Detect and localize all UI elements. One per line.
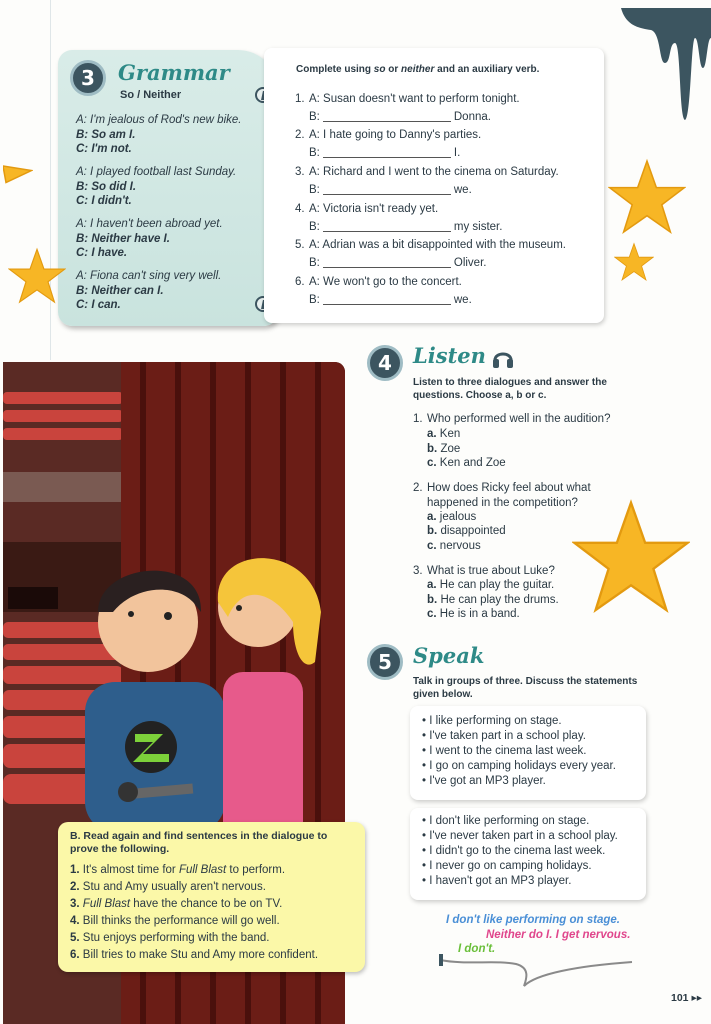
answer-blank[interactable] — [323, 183, 451, 195]
listen-question: 1. Who performed well in the audition? — [413, 413, 611, 425]
dialogue-line: I don't. — [458, 943, 496, 955]
page-number: 101 ▸▸ — [671, 992, 702, 1004]
read-again-item: 1. It's almost time for Full Blast to perform. — [70, 864, 286, 876]
answer-option[interactable]: b. He can play the drums. — [427, 594, 559, 606]
read-again-item: 4. Bill thinks the performance will go well. — [70, 915, 280, 927]
headphones-icon — [491, 346, 515, 370]
example-line-b: B: So am I. — [76, 128, 136, 141]
read-again-item: 5. Stu enjoys performing with the band. — [70, 932, 270, 944]
example-line-c: C: I can. — [76, 299, 121, 311]
example-line-a: A: I haven't been abroad yet. — [76, 218, 223, 230]
statement-item: • I don't like performing on stage. — [422, 815, 590, 827]
statement-item: • I didn't go to the cinema last week. — [422, 845, 606, 857]
statement-item: • I never go on camping holidays. — [422, 860, 592, 872]
listen-question: 3. What is true about Luke? — [413, 565, 555, 577]
grammar-example — [76, 217, 223, 261]
read-again-item: 2. Stu and Amy usually aren't nervous. — [70, 881, 266, 893]
example-line-a: A: I'm jealous of Rod's new bike. — [76, 114, 242, 126]
dialogue-line: I don't like performing on stage. — [446, 914, 620, 926]
dialogue-line: Neither do I. I get nervous. — [486, 929, 631, 941]
exercise-item: 2. A: I hate going to Danny's parties. B: I. — [295, 129, 482, 159]
paint-drip-decoration — [611, 8, 711, 128]
listen-instructions: Listen to three dialogues and answer the questions. Choose a, b or c. — [413, 377, 607, 401]
statement-item: • I like performing on stage. — [422, 715, 562, 727]
grammar-example — [76, 113, 241, 157]
grammar-title: Grammar — [118, 60, 230, 85]
statement-item: • I go on camping holidays every year. — [422, 760, 616, 772]
star-icon — [8, 247, 66, 305]
exercise-item: 5. A: Adrian was a bit disappointed with the museum. B: Oliver. — [295, 239, 566, 269]
statement-item: • I haven't got an MP3 player. — [422, 875, 572, 887]
example-line-b: B: Neither can I. — [76, 284, 164, 297]
answer-option[interactable]: b. disappointed — [427, 525, 506, 537]
star-icon — [572, 498, 690, 616]
answer-option[interactable]: c. nervous — [427, 540, 481, 552]
answer-option[interactable]: a. Ken — [427, 428, 461, 440]
section-number-4: 4 — [367, 345, 403, 381]
statement-item: • I've got an MP3 player. — [422, 775, 546, 787]
answer-option[interactable]: a. He can play the guitar. — [427, 579, 555, 591]
example-line-c: C: I'm not. — [76, 143, 132, 155]
answer-option[interactable]: a. jealous — [427, 511, 477, 523]
speech-swoosh-decoration — [436, 950, 636, 990]
example-line-a: A: Fiona can't sing very well. — [76, 270, 222, 282]
statement-item: • I went to the cinema last week. — [422, 745, 587, 757]
star-icon — [608, 158, 686, 236]
statement-item: • I've never taken part in a school play. — [422, 830, 618, 842]
answer-option[interactable]: c. He is in a band. — [427, 608, 520, 620]
read-again-item: 6. Bill tries to make Stu and Amy more confident. — [70, 949, 319, 961]
answer-blank[interactable] — [323, 146, 451, 158]
answer-blank[interactable] — [323, 293, 451, 305]
example-line-a: A: I played football last Sunday. — [76, 166, 237, 178]
statement-item: • I've taken part in a school play. — [422, 730, 586, 742]
grammar-example — [76, 165, 236, 209]
exercise-item: 6. A: We won't go to the concert. B: we. — [295, 276, 472, 306]
example-line-b: B: Neither have I. — [76, 232, 170, 245]
answer-blank[interactable] — [323, 256, 451, 268]
star-icon — [3, 160, 33, 190]
margin-line — [50, 0, 51, 360]
exercise-item: 1. A: Susan doesn't want to perform tonight. B: Donna. — [295, 93, 520, 123]
grammar-example — [76, 269, 221, 313]
answer-blank[interactable] — [323, 110, 451, 122]
star-icon — [614, 242, 654, 282]
answer-option[interactable]: b. Zoe — [427, 443, 461, 455]
read-again-title: B. Read again and find sentences in the dialogue to prove the following. — [70, 830, 328, 855]
example-line-b: B: So did I. — [76, 180, 137, 193]
section-number-3: 3 — [70, 60, 106, 96]
exercise-instructions: Complete using so or neither and an auxiliary verb. — [296, 64, 540, 75]
example-line-c: C: I have. — [76, 247, 128, 259]
exercise-item: 3. A: Richard and I went to the cinema on Saturday. B: we. — [295, 166, 559, 196]
speak-instructions: Talk in groups of three. Discuss the statements given below. — [413, 676, 638, 700]
section-number-5: 5 — [367, 644, 403, 680]
grammar-subtitle: So / Neither — [120, 89, 182, 101]
read-again-item: 3. Full Blast have the chance to be on TV. — [70, 898, 283, 910]
listen-title: Listen — [413, 343, 486, 368]
answer-option[interactable]: c. Ken and Zoe — [427, 457, 506, 469]
speak-title: Speak — [413, 643, 485, 668]
listen-question: 2. How does Ricky feel about what happened in the competition? — [413, 482, 591, 509]
exercise-item: 4. A: Victoria isn't ready yet. B: my sister. — [295, 203, 503, 233]
example-line-c: C: I didn't. — [76, 195, 132, 207]
answer-blank[interactable] — [323, 220, 451, 232]
